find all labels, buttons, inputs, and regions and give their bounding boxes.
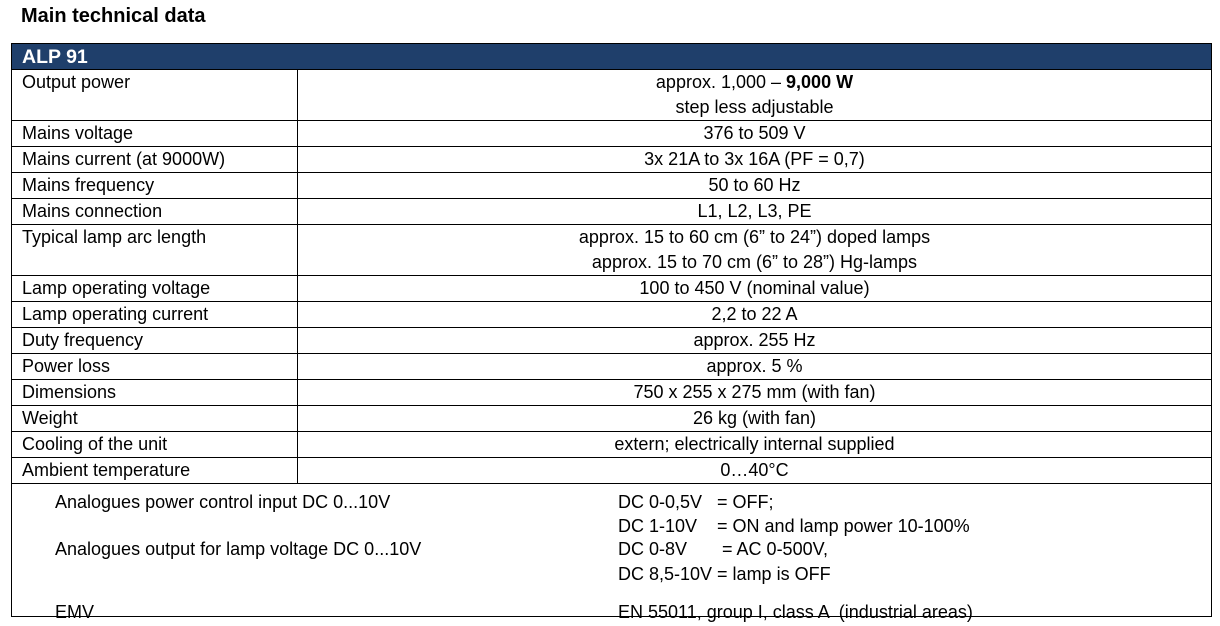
row-value: approx. 5 % (298, 354, 1212, 380)
row-label: Weight (12, 406, 298, 432)
row-value: 50 to 60 Hz (298, 173, 1212, 199)
row-label: Mains current (at 9000W) (12, 147, 298, 173)
row-label: Output power (12, 70, 298, 121)
lamp-output-value-1: DC 0-8V = AC 0-500V, (618, 539, 828, 559)
row-label: Mains voltage (12, 121, 298, 147)
row-value-line2: approx. 15 to 70 cm (6” to 28”) Hg-lamps (591, 252, 918, 272)
control-input-label: Analogues power control input DC 0...10V (55, 492, 391, 512)
table-header: ALP 91 (12, 44, 1211, 70)
table-row (12, 406, 1211, 432)
row-label: Cooling of the unit (12, 432, 298, 458)
lamp-output-label: Analogues output for lamp voltage DC 0...10V (55, 539, 422, 559)
emv-label: EMV (55, 602, 95, 622)
row-value: extern; electrically internal supplied (298, 432, 1212, 458)
row-value (298, 70, 1212, 121)
row-label: Dimensions (12, 380, 298, 406)
table-row (12, 173, 1211, 199)
table-row (12, 276, 1211, 302)
emv-value: EN 55011, group I, class A (industrial areas) (618, 602, 973, 622)
spec-table (12, 70, 1211, 484)
row-value (298, 225, 1212, 276)
row-value-part: approx. 1,000 – (655, 72, 787, 92)
row-label: Lamp operating voltage (12, 276, 298, 302)
row-value-line2: step less adjustable (675, 97, 834, 117)
table-row (12, 121, 1211, 147)
lamp-output-value-2: DC 8,5-10V = lamp is OFF (618, 564, 831, 584)
page-title: Main technical data (21, 5, 206, 27)
row-value: approx. 255 Hz (298, 328, 1212, 354)
table-row (12, 458, 1211, 484)
row-value: 750 x 255 x 275 mm (with fan) (298, 380, 1212, 406)
spec-table-frame (11, 43, 1212, 622)
row-value-line1: approx. 15 to 60 cm (6” to 24”) doped lamps (578, 227, 931, 247)
table-row (12, 302, 1211, 328)
row-value: 0…40°C (298, 458, 1212, 484)
row-value: 3x 21A to 3x 16A (PF = 0,7) (298, 147, 1212, 173)
table-row (12, 225, 1211, 276)
table-row (12, 328, 1211, 354)
row-label: Mains frequency (12, 173, 298, 199)
row-label: Mains connection (12, 199, 298, 225)
row-label: Duty frequency (12, 328, 298, 354)
table-row (12, 199, 1211, 225)
control-input-value-2: DC 1-10V = ON and lamp power 10-100% (618, 516, 970, 536)
row-label: Lamp operating current (12, 302, 298, 328)
table-row (12, 380, 1211, 406)
table-row (12, 354, 1211, 380)
row-value: 100 to 450 V (nominal value) (298, 276, 1212, 302)
footer-notes (12, 484, 1211, 626)
row-value: 2,2 to 22 A (298, 302, 1212, 328)
row-value: L1, L2, L3, PE (298, 199, 1212, 225)
table-row (12, 147, 1211, 173)
row-value: 376 to 509 V (298, 121, 1212, 147)
row-value-bold: 9,000 W (786, 72, 854, 92)
row-label: Ambient temperature (12, 458, 298, 484)
control-input-value-1: DC 0-0,5V = OFF; (618, 492, 774, 512)
row-label: Power loss (12, 354, 298, 380)
row-label: Typical lamp arc length (12, 225, 298, 276)
row-value: 26 kg (with fan) (298, 406, 1212, 432)
table-row (12, 70, 1211, 121)
table-row (12, 432, 1211, 458)
